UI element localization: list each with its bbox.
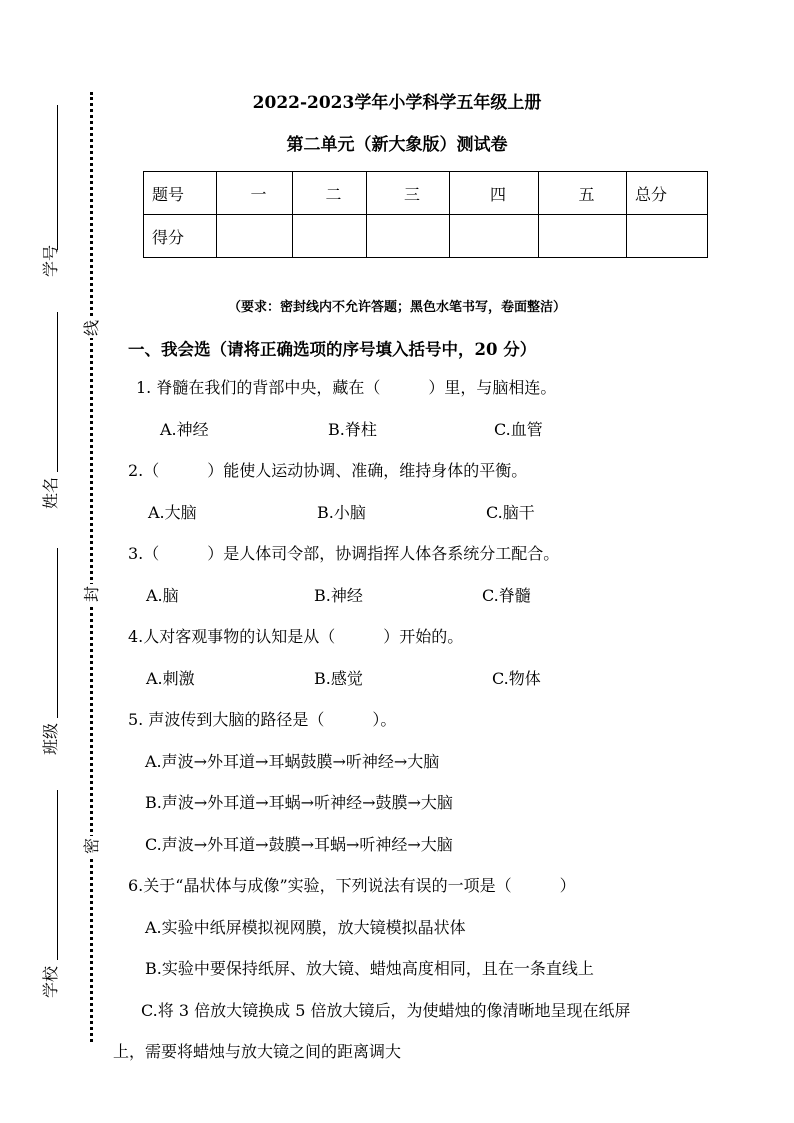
option-a: A.大脑	[148, 503, 197, 522]
option-c: C.脑干	[486, 503, 535, 522]
school-label: 学校	[41, 965, 60, 998]
exam-requirements-note: （要求：密封线内不允许答题；黑色水笔书写，卷面整洁）	[227, 300, 566, 315]
option-a: A.实验中纸屏模拟视网膜，放大镜模拟晶状体	[145, 918, 466, 937]
seal-word-secret: 密	[82, 838, 101, 855]
student-id-label: 学号	[41, 244, 60, 277]
seal-word-line: 线	[82, 320, 101, 337]
score-input-cell[interactable]	[367, 215, 450, 258]
question-stem: 2.（ ）能使人运动协调、准确，维持身体的平衡。	[128, 461, 528, 480]
table-cell: 四	[450, 172, 539, 215]
section-heading: 一、我会选（请将正确选项的序号填入括号中，20 分）	[128, 340, 537, 359]
student-id-line	[57, 105, 58, 250]
question-stem: 3.（ ）是人体司令部，协调指挥人体各系统分工配合。	[128, 544, 560, 563]
name-label: 姓名	[41, 476, 60, 509]
option-c: C.将 3 倍放大镜换成 5 倍放大镜后，为使蜡烛的像清晰地呈现在纸屏	[141, 1001, 631, 1020]
option-c: C.脊髓	[482, 586, 531, 605]
option-b: B.实验中要保持纸屏、放大镜、蜡烛高度相同，且在一条直线上	[145, 959, 594, 978]
name-line	[57, 312, 58, 472]
option-a: A.脑	[146, 586, 179, 605]
table-cell: 五	[539, 172, 627, 215]
class-line	[57, 548, 58, 718]
option-c: C.声波→外耳道→鼓膜→耳蜗→听神经→大脑	[145, 835, 453, 854]
option-a: A.刺激	[146, 669, 195, 688]
option-a: A.声波→外耳道→耳蜗鼓膜→听神经→大脑	[145, 752, 440, 771]
page-title: 2022-2023学年小学科学五年级上册	[252, 93, 542, 113]
question-stem: 5. 声波传到大脑的路径是（ ）。	[128, 710, 397, 729]
option-c-continued: 上，需要将蜡烛与放大镜之间的距离调大	[113, 1042, 402, 1061]
score-input-cell[interactable]	[217, 215, 293, 258]
school-line	[57, 790, 58, 960]
score-input-cell[interactable]	[627, 215, 708, 258]
option-c: C.物体	[492, 669, 541, 688]
seal-word-seal: 封	[82, 586, 101, 603]
question-stem: 4.人对客观事物的认知是从（ ）开始的。	[128, 627, 464, 646]
option-a: A.神经	[160, 420, 209, 439]
table-cell: 得分	[144, 215, 217, 258]
seal-dotted-line	[90, 92, 93, 1042]
score-input-cell[interactable]	[293, 215, 367, 258]
table-cell: 二	[293, 172, 367, 215]
table-cell: 三	[367, 172, 450, 215]
option-b: B.神经	[314, 586, 363, 605]
class-label: 班级	[41, 722, 60, 755]
score-table-score-row	[144, 215, 708, 258]
table-cell: 一	[217, 172, 293, 215]
option-b: B.感觉	[314, 669, 363, 688]
score-table-header-row	[144, 172, 708, 215]
page-subtitle: 第二单元（新大象版）测试卷	[286, 135, 508, 155]
option-b: B.脊柱	[328, 420, 377, 439]
option-c: C.血管	[494, 420, 543, 439]
score-input-cell[interactable]	[450, 215, 539, 258]
question-stem: 1. 脊髓在我们的背部中央，藏在（ ）里，与脑相连。	[136, 378, 557, 397]
question-stem: 6.关于“晶状体与成像”实验，下列说法有误的一项是（ ）	[128, 876, 576, 895]
score-input-cell[interactable]	[539, 215, 627, 258]
score-table	[143, 171, 708, 258]
table-cell: 题号	[144, 172, 217, 215]
option-b: B.声波→外耳道→耳蜗→听神经→鼓膜→大脑	[145, 793, 453, 812]
option-b: B.小脑	[317, 503, 366, 522]
table-cell: 总分	[627, 172, 708, 215]
